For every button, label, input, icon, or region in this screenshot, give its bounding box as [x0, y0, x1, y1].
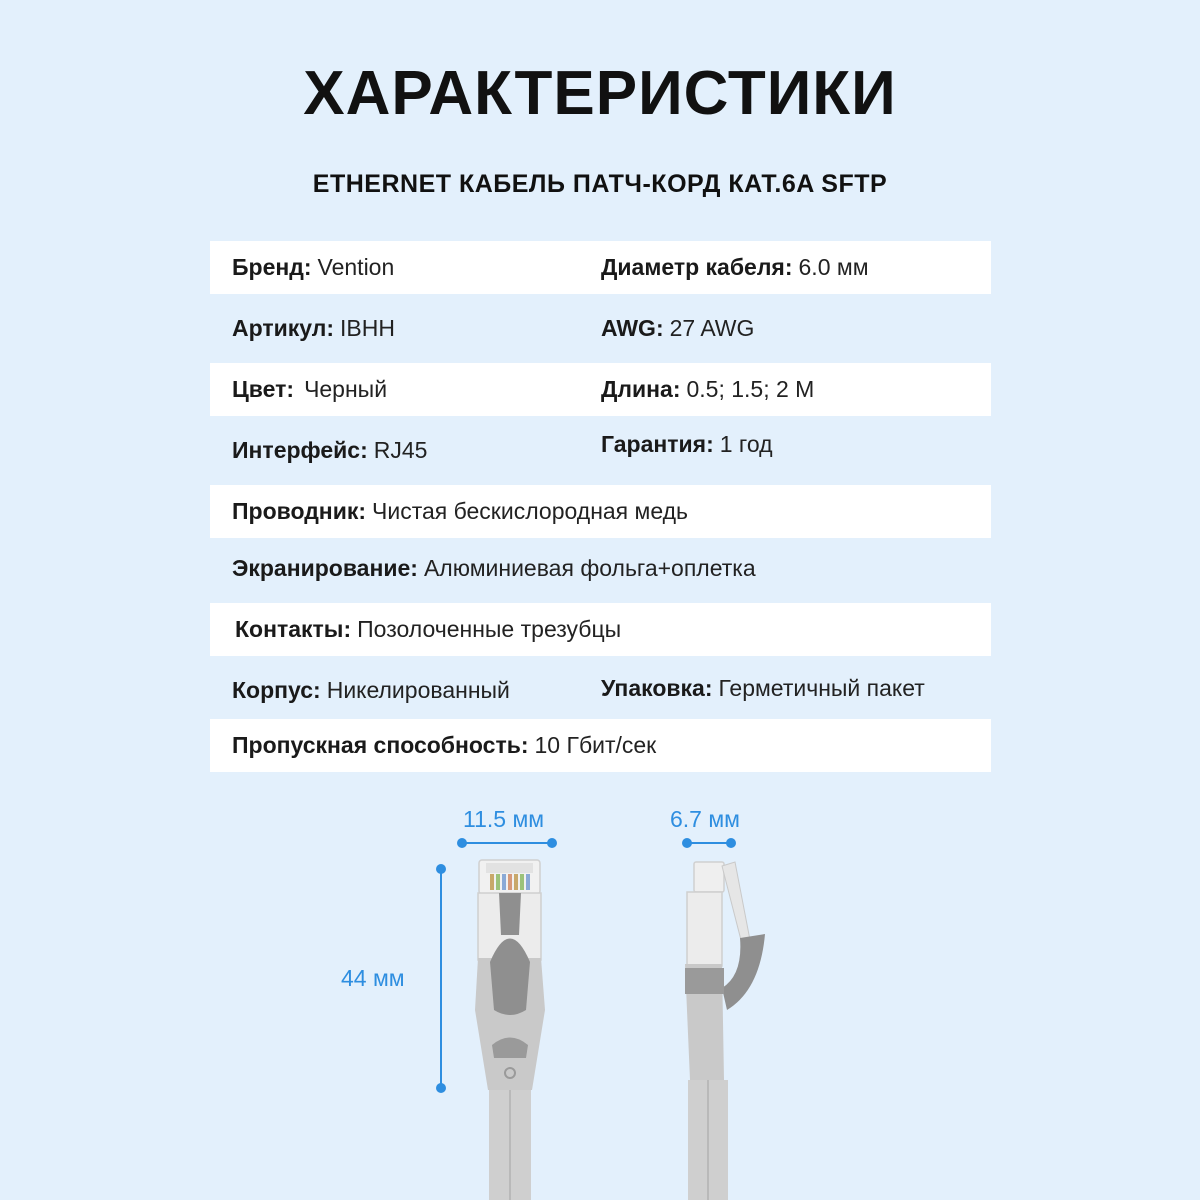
front-width-label: 11.5 мм: [463, 806, 545, 832]
spec-housing-key: Корпус:: [232, 677, 321, 703]
side-connector-image: [685, 862, 765, 1200]
spec-interface-value: RJ45: [373, 437, 428, 463]
front-width-dimension-line: [457, 838, 557, 848]
spec-awg-value: 27 AWG: [669, 315, 755, 341]
spec-shielding-key: Экранирование:: [232, 555, 418, 581]
side-width-label: 6.7 мм: [670, 806, 740, 832]
spec-package-value: Герметичный пакет: [718, 675, 925, 701]
spec-contacts-key: Контакты:: [235, 616, 352, 642]
spec-interface-key: Интерфейс:: [232, 437, 368, 463]
spec-contacts-value: Позолоченные трезубцы: [357, 616, 622, 642]
spec-diameter-value: 6.0 мм: [798, 254, 869, 280]
spec-conductor-key: Проводник:: [232, 498, 367, 524]
spec-shielding-value: Алюминиевая фольга+оплетка: [423, 555, 756, 581]
height-label: 44 мм: [341, 965, 405, 991]
spec-warranty-key: Гарантия:: [601, 431, 714, 457]
spec-length-value: 0.5; 1.5; 2 М: [686, 376, 815, 402]
front-connector-image: [475, 860, 545, 1200]
spec-color-key: Цвет:: [232, 376, 295, 402]
page-subtitle: ETHERNET КАБЕЛЬ ПАТЧ-КОРД КАТ.6A SFTP: [312, 170, 888, 198]
page-title: ХАРАКТЕРИСТИКИ: [303, 59, 897, 128]
side-width-dimension-line: [682, 838, 736, 848]
spec-package-key: Упаковка:: [601, 675, 713, 701]
spec-warranty-value: 1 год: [719, 431, 773, 457]
spec-housing-value: Никелированный: [326, 677, 510, 703]
spec-length-key: Длина:: [601, 376, 681, 402]
spec-awg-key: AWG:: [601, 315, 664, 341]
spec-bandwidth-key: Пропускная способность:: [232, 732, 529, 758]
height-dimension-line: [436, 864, 446, 1093]
spec-article-value: IBHH: [340, 315, 395, 341]
spec-brand-value: Vention: [317, 254, 395, 280]
spec-brand-key: Бренд:: [232, 254, 312, 280]
spec-diameter-key: Диаметр кабеля:: [601, 254, 793, 280]
spec-article-key: Артикул:: [232, 315, 335, 341]
spec-bandwidth-value: 10 Гбит/сек: [534, 732, 657, 758]
spec-color-value: Черный: [304, 376, 388, 402]
spec-conductor-value: Чистая бескислородная медь: [372, 498, 689, 524]
